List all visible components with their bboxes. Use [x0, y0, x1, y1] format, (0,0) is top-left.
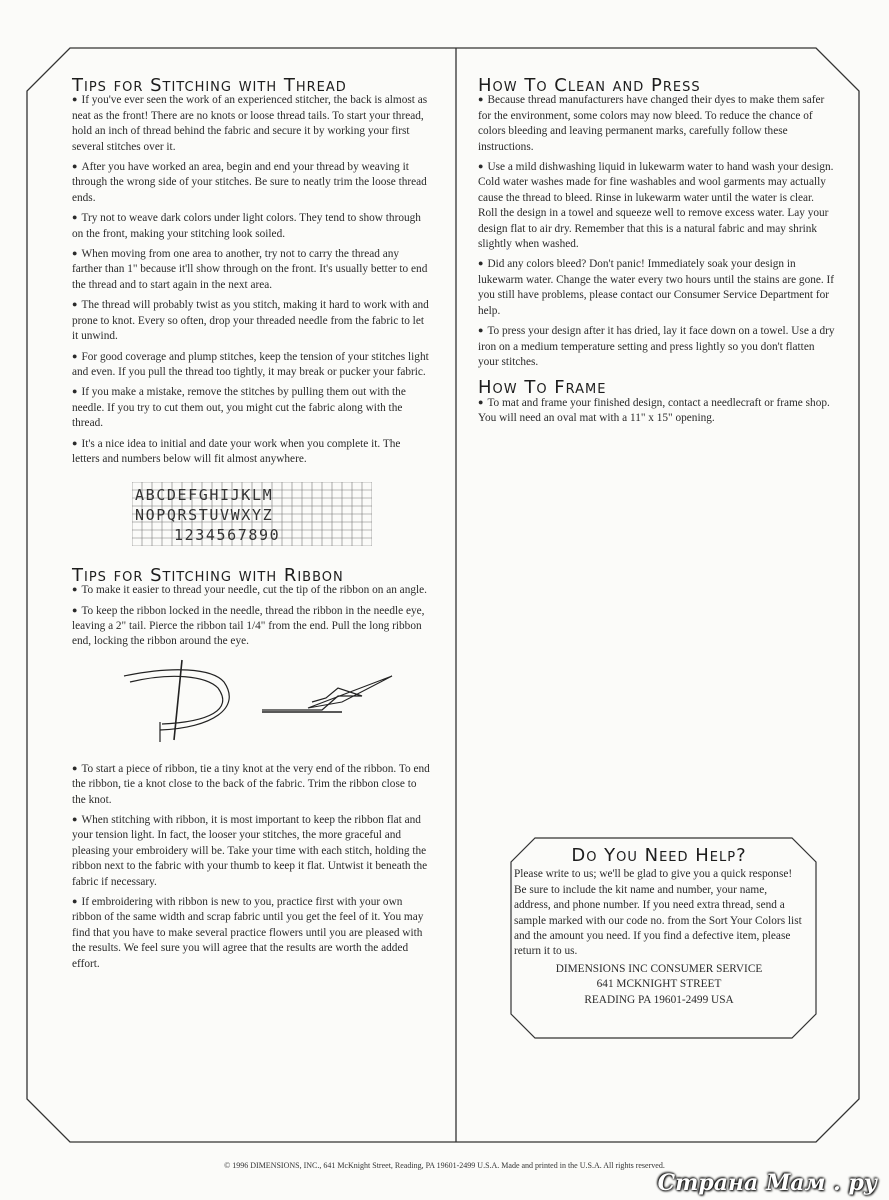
tip-text: When stitching with ribbon, it is most important to keep the ribbon flat and your tension light. In fact, the looser your stitches, the more graceful and pleasing your embroidery will be. Take your time with each stitch, holding the ribbon next to the fabric with your thumb to keep it flat. Untwist it beneath the fabric if necessary.	[72, 814, 428, 888]
tip-text: Because thread manufacturers have changed their dyes to make them safer for the environment, some colors may now bleed. To reduce the chance of colors bleeding and leaving permanent marks, carefully follow these instructions.	[478, 94, 825, 153]
tip-text: If embroidering with ribbon is new to you, practice first with your own ribbon of the same width and scrap fabric until you get the feel of it. You may find that you have to make several practice flowers until you are pleased with the results. We feel sure you will agree that the results are worth the added effort.	[72, 896, 424, 970]
bullet-icon: ●	[72, 814, 78, 824]
tip-text: After you have worked an area, begin and end your thread by weaving it through the wrong side of your stitches. Be sure to neatly trim the loose thread ends.	[72, 161, 427, 204]
thread-tips-list	[72, 93, 430, 467]
bullet-icon: ●	[72, 248, 78, 259]
tip-paragraph	[72, 437, 430, 468]
bullet-icon: ●	[478, 94, 484, 105]
bullet-icon: ●	[72, 161, 78, 172]
clean-press-list	[478, 93, 836, 370]
bullet-icon: ●	[478, 161, 484, 172]
tip-text: Did any colors bleed? Don't panic! Immediately soak your design in lukewarm water. Change the water every two hours until the stains are gone. If you still have problems, please contact our Consumer Service Department for help.	[478, 258, 835, 317]
ribbon-tips-title: Tips for Stitching with Ribbon	[72, 564, 344, 586]
bullet-icon: ●	[72, 299, 78, 310]
alphabet-chart	[132, 482, 372, 546]
tip-paragraph	[478, 160, 836, 252]
tip-paragraph	[72, 211, 430, 242]
bullet-icon: ●	[72, 94, 78, 105]
tip-text: When moving from one area to another, try not to carry the thread any farther than 1" because it'll show through on the front. It's usually better to end the thread and to start again in the next area.	[72, 248, 428, 291]
right-column	[478, 75, 836, 432]
bullet-icon: ●	[478, 325, 484, 336]
tip-text: To mat and frame your finished design, contact a needlecraft or frame shop. You will need an oval mat with a 11" x 15" opening.	[478, 396, 830, 425]
bullet-icon: ●	[72, 896, 78, 907]
tip-paragraph	[72, 813, 430, 890]
help-address	[514, 962, 804, 1008]
alphabet-row-2: NOPQRSTUVWXYZ	[135, 506, 274, 525]
frame-title: How To Frame	[478, 377, 607, 399]
tip-paragraph	[72, 160, 430, 206]
tip-paragraph	[72, 298, 430, 344]
left-column	[72, 75, 430, 977]
site-watermark: Страна Мам . ру	[657, 1170, 877, 1196]
help-title: Do You Need Help?	[571, 845, 747, 866]
bullet-icon: ●	[72, 762, 78, 773]
tip-text: To start a piece of ribbon, tie a tiny knot at the very end of the ribbon. To end the ribbon, tie a knot close to the back of the fabric. Trim the ribbon close to the knot.	[72, 762, 430, 806]
tip-paragraph	[72, 895, 430, 972]
help-box	[514, 845, 804, 1008]
ribbon-tips-list-b	[72, 762, 430, 972]
numbers-row: 1234567890	[174, 526, 281, 545]
tip-paragraph	[478, 93, 836, 155]
help-body: Please write to us; we'll be glad to give you a quick response! Be sure to include the kit name and number, your name, address, and phone number. If you need extra thread, send a sample marked with our code no. from the Sort Your Colors list and the amount you need. If you find a defective item, please return it to us.	[514, 868, 802, 958]
clean-press-title: How To Clean and Press	[478, 75, 701, 96]
bullet-icon: ●	[478, 396, 484, 407]
tip-paragraph	[478, 257, 836, 319]
tip-text: To keep the ribbon locked in the needle, thread the ribbon in the needle eye, leaving a 2" tail. Pierce the ribbon tail 1/4" from the end. Pull the long ribbon end, locking the ribbon around the eye.	[72, 604, 425, 648]
tip-paragraph	[72, 247, 430, 293]
tip-text: If you make a mistake, remove the stitches by pulling them out with the needle. If you try to cut them out, you might cut the fabric along with the thread.	[72, 386, 406, 430]
alphabet-row-1: ABCDEFGHIJKLM	[135, 486, 274, 505]
tip-paragraph	[478, 396, 836, 427]
bullet-icon: ●	[72, 350, 78, 361]
thread-tips-title: Tips for Stitching with Thread	[72, 75, 347, 96]
bullet-icon: ●	[478, 258, 484, 269]
address-line: 641 MCKNIGHT STREET	[596, 978, 722, 991]
ribbon-needle-illustration	[112, 658, 432, 748]
tip-text: The thread will probably twist as you stitch, making it hard to work with and prone to knot. Every so often, drop your threaded needle from the fabric to let it unwind.	[72, 299, 429, 343]
tip-text: Try not to weave dark colors under light colors. They tend to show through on the front, making your stitching look soiled.	[72, 212, 421, 240]
bullet-icon: ●	[72, 584, 78, 595]
copyright-footer: © 1996 DIMENSIONS, INC., 641 McKnight Street, Reading, PA 19601-2499 U.S.A. Made and printed in the U.S.A. All rights reserved.	[224, 1161, 665, 1170]
tip-text: To press your design after it has dried, lay it face down on a towel. Use a dry iron on a medium temperature setting and press lightly so you don't flatten your stitches.	[478, 325, 835, 368]
tip-paragraph	[72, 350, 430, 381]
tip-text: To make it easier to thread your needle, cut the tip of the ribbon on an angle.	[81, 584, 427, 597]
address-line: DIMENSIONS INC CONSUMER SERVICE	[555, 962, 763, 975]
tip-paragraph	[72, 583, 430, 598]
tip-paragraph	[72, 762, 430, 808]
ribbon-tips-list-a	[72, 583, 430, 650]
tip-text: If you've ever seen the work of an experienced stitcher, the back is almost as neat as the front! There are no knots or loose thread tails. To start your thread, hold an inch of thread behind the fabric and secure it by working your first several stitches over it.	[72, 94, 428, 153]
frame-list	[478, 396, 836, 427]
bullet-icon: ●	[72, 386, 78, 397]
bullet-icon: ●	[72, 604, 78, 615]
tip-paragraph	[72, 604, 430, 650]
tip-text: It's a nice idea to initial and date your work when you complete it. The letters and numbers below will fit almost anywhere.	[72, 437, 401, 465]
bullet-icon: ●	[72, 437, 78, 448]
tip-text: For good coverage and plump stitches, keep the tension of your stitches light and even. If you pull the thread too tightly, it may break or pucker your fabric.	[72, 350, 429, 378]
tip-text: Use a mild dishwashing liquid in lukewarm water to hand wash your design. Cold water washes made for fine washables and wool garments may actually cause the thread to bleed. Rinse in lukewarm water until the water is clear. Roll the design in a towel and squeeze well to remove excess water. Lay your design flat to air dry. Remember that this is a natural fabric and may shrink slightly when washed.	[478, 161, 834, 251]
tip-paragraph	[72, 93, 430, 155]
tip-paragraph	[72, 385, 430, 431]
address-line: READING PA 19601-2499 USA	[584, 993, 734, 1006]
tip-paragraph	[478, 324, 836, 370]
bullet-icon: ●	[72, 212, 78, 223]
